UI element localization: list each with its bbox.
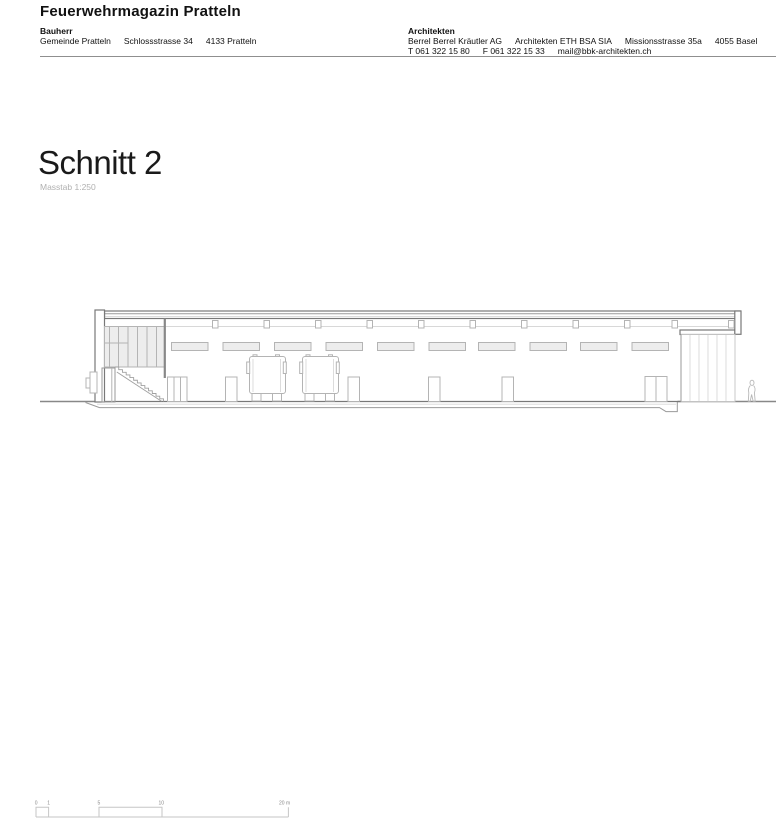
architects-label: Architekten [408,26,455,36]
architects-line-1: Berrel Berrel Kräutler AG Architekten ETH BSA SIA Missionsstrasse 35a 4055 Basel [408,36,758,46]
scale-label-0: 0 [34,800,38,807]
client-line: Gemeinde Pratteln Schlossstrasse 34 4133 Pratteln [40,36,257,46]
client-label: Bauherr [40,26,73,36]
architects-line-2: T 061 322 15 80 F 061 322 15 33 mail@bbk-architekten.ch [408,46,652,56]
scale-label-5: 5 [97,800,101,807]
scale-label-10: 10 [158,800,165,807]
scale-bar-steps [36,807,288,817]
project-title: Feuerwehrmagazin Pratteln [40,3,241,20]
scale-label-20m: 20 m [279,800,291,807]
scale-note: Masstab 1:250 [40,182,96,192]
scale-label-1: 1 [47,800,51,807]
sheet-title: Schnitt 2 [38,144,162,181]
